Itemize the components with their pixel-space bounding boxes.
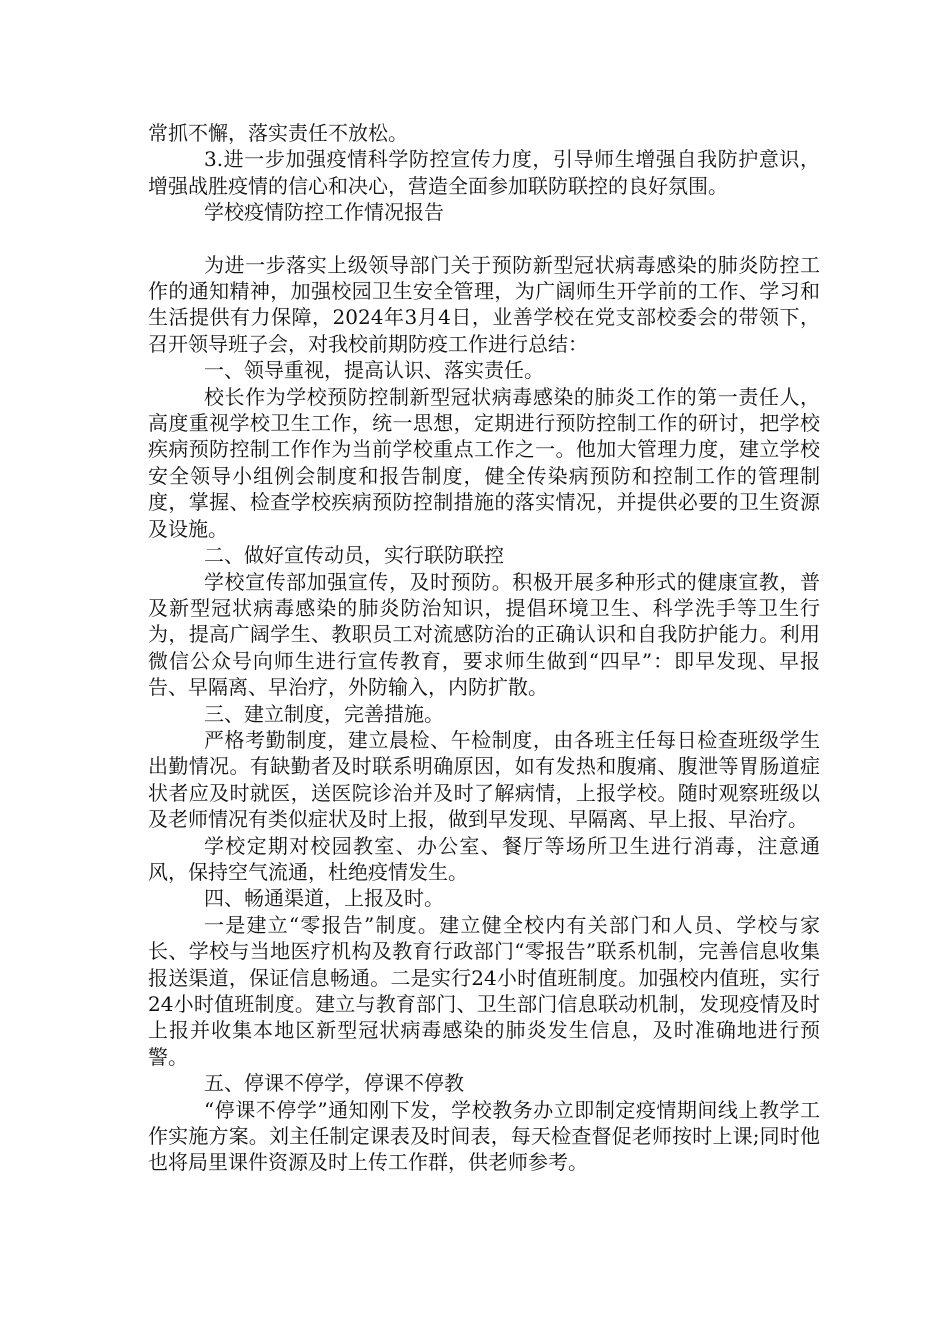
section-heading-3: 三、建立制度，完善措施。 <box>204 701 444 726</box>
report-title: 学校疫情防控工作情况报告 <box>204 200 444 225</box>
section-heading-4: 四、畅通渠道，上报及时。 <box>204 886 444 911</box>
section-heading-2: 二、做好宣传动员，实行联防联控 <box>204 543 504 568</box>
section-heading-1: 一、领导重视，提高认识、落实责任。 <box>204 358 544 383</box>
paragraph-section-1: 校长作为学校预防控制新型冠状病毒感染的肺炎工作的第一责任人，高度重视学校卫生工作，统一思想，定期进行预防控制工作的研讨，把学校疾病预防控制工作作为当前学校重点工作之一。他加大管理力度，建立学校安全领导小组例会制度和报告制度，健全传染病预防和控制工作的管理制度，掌握、检查学校疾病预防控制措施的落实情况，并提供必要的卫生资源及设施。 <box>148 384 820 541</box>
paragraph-point-3: 3.进一步加强疫情科学防控宣传力度，引导师生增强自我防护意识，增强战胜疫情的信心和决心，营造全面参加联防联控的良好氛围。 <box>148 147 820 198</box>
document-body <box>148 120 820 1176</box>
paragraph-intro: 为进一步落实上级领导部门关于预防新型冠状病毒感染的肺炎防控工作的通知精神，加强校园卫生安全管理，为广阔师生开学前的工作、学习和生活提供有力保障，2024年3月4日，业善学校在党支部校委会的带领下，召开领导班子会，对我校前期防疫工作进行总结： <box>148 252 820 356</box>
paragraph-continuation: 常抓不懈，落实责任不放松。 <box>148 121 408 145</box>
blank-line <box>148 226 820 252</box>
section-heading-5: 五、停课不停学，停课不停教 <box>204 1071 464 1096</box>
paragraph-section-4: 一是建立“零报告”制度。建立健全校内有关部门和人员、学校与家长、学校与当地医疗机构及教育行政部门“零报告”联系机制，完善信息收集报送渠道，保证信息畅通。二是实行24小时值班制度。加强校内值班，实行24小时值班制度。建立与教育部门、卫生部门信息联动机制，发现疫情及时上报并收集本地区新型冠状病毒感染的肺炎发生信息，及时准确地进行预警。 <box>148 912 820 1069</box>
paragraph-section-5: “停课不停学”通知刚下发，学校教务办立即制定疫情期间线上教学工作实施方案。刘主任制定课表及时间表，每天检查督促老师按时上课;同时他也将局里课件资源及时上传工作群，供老师参考。 <box>148 1097 820 1175</box>
paragraph-section-3a: 严格考勤制度，建立晨检、午检制度，由各班主任每日检查班级学生出勤情况。有缺勤者及时联系明确原因，如有发热和腹痛、腹泄等胃肠道症状者应及时就医，送医院诊治并及时了解病情，上报学校。随时观察班级以及老师情况有类似症状及时上报，做到早发现、早隔离、早上报、早治疗。 <box>148 727 820 832</box>
paragraph-section-3b: 学校定期对校园教室、办公室、餐厅等场所卫生进行消毒，注意通风，保持空气流通，杜绝疫情发生。 <box>148 833 820 884</box>
paragraph-section-2: 学校宣传部加强宣传，及时预防。积极开展多种形式的健康宣教，普及新型冠状病毒感染的肺炎防治知识，提倡环境卫生、科学洗手等卫生行为，提高广阔学生、教职员工对流感防治的正确认识和自我防护能力。利用微信公众号向师生进行宣传教育，要求师生做到“四早”：即早发现、早报告、早隔离、早治疗，外防输入，内防扩散。 <box>148 569 820 700</box>
